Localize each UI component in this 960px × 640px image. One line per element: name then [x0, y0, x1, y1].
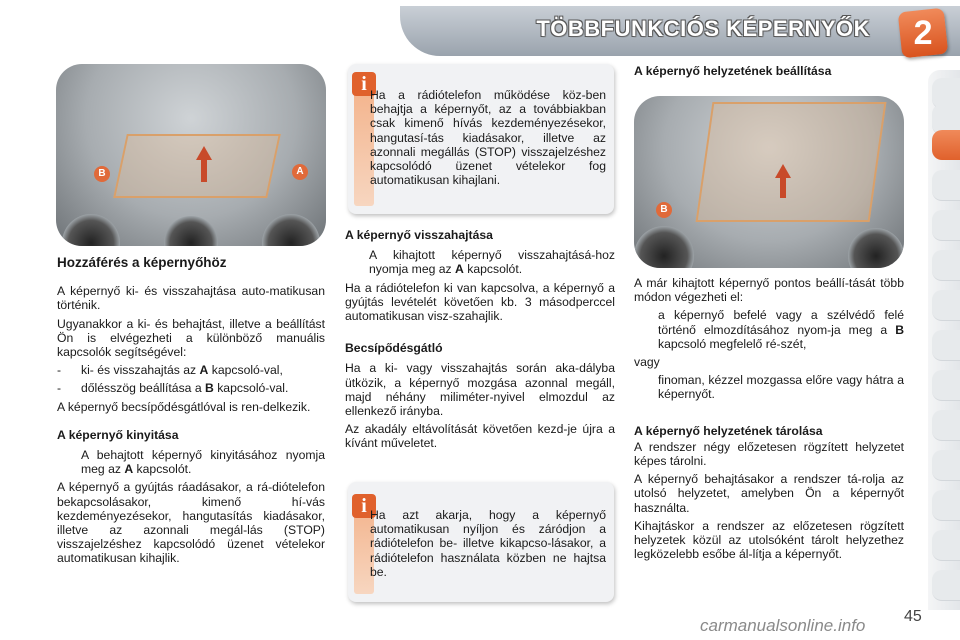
paragraph: A már kihajtott képernyő pontos beállí-tását több módon végezheti el: — [634, 276, 904, 305]
list-item: - ki- és visszahajtás az A kapcsoló-val, — [57, 363, 283, 378]
side-tab[interactable] — [932, 370, 960, 401]
paragraph: A képernyő ki- és visszahajtása auto-matikusan történik. — [57, 284, 325, 313]
paragraph: Ha a rádiótelefon ki van kapcsolva, a képernyő a gyújtás levételét követően kb. 3 másodperccel automatikusan visz-szahajlik. — [345, 280, 615, 324]
paragraph: Kihajtáskor a rendszer az előzetesen rögzített helyzetek közül az utolsóként tárolt helyzethez legközelebb esőbe ál-lítja a képernyőt. — [634, 518, 904, 562]
arrow-stem — [201, 160, 207, 182]
side-tab[interactable] — [932, 330, 960, 361]
side-tab[interactable] — [932, 250, 960, 281]
right-column-heading — [634, 64, 904, 84]
side-tab[interactable] — [932, 530, 960, 561]
info-icon: i — [352, 494, 376, 518]
watermark: carmanualsonline.info — [700, 616, 866, 635]
paragraph: vagy — [634, 355, 660, 370]
page-title: TÖBBFUNKCIÓS KÉPERNYŐK — [536, 16, 870, 41]
info-box — [348, 482, 614, 602]
info-text: Ha azt akarja, hogy a képernyő automatikusan nyíljon és záródjon a rádiótelefon be- illetve kikapcso-lásakor, a rádiótelefon használata közben ne hajtsa be. — [370, 508, 606, 579]
chapter-number: 2 — [913, 13, 933, 52]
side-tab[interactable] — [932, 410, 960, 441]
info-text: Ha a rádiótelefon működése köz-ben behajtja a képernyőt, az a továbbiakban csak kimenő hívás kezdeményezésekor, hangutasí-tás kiadásakor, illetve az azonnali megállás (STOP) visszajelzéshez kapcsolódó üzenet vételekor fog automatikusan kihajlani. — [370, 88, 606, 188]
paragraph: A képernyő behajtásakor a rendszer tá-rolja az utolsó helyzetet, amelyben Ön a képernyőt használta. — [634, 472, 904, 515]
list-item: - dőlésszög beállítása a B kapcsoló-val. — [57, 381, 289, 396]
switch-b-icon: B — [656, 202, 672, 218]
chapter-badge — [898, 8, 949, 59]
side-tab[interactable] — [932, 570, 960, 601]
paragraph: Az akadály eltávolítását követően kezd-je újra a kívánt műveletet. — [345, 422, 615, 451]
air-vent — [164, 216, 218, 246]
middle-column — [345, 228, 615, 455]
list-item: A kihajtott képernyő visszahajtásá-hoz nyomja meg az A kapcsolót. — [369, 248, 615, 277]
right-column — [634, 276, 904, 565]
arrow-up-icon — [196, 146, 212, 160]
info-box — [348, 64, 614, 214]
air-vent — [634, 226, 694, 268]
side-tab[interactable] — [932, 210, 960, 241]
paragraph: A képernyő becsípődésgátlóval is ren-delkezik. — [57, 399, 311, 414]
screen-outline — [113, 134, 281, 198]
info-icon: i — [352, 72, 376, 96]
subheading: A képernyő helyzetének tárolása — [634, 423, 823, 438]
list-item: A behajtott képernyő kinyitásához nyomja meg az A kapcsolót. — [81, 448, 325, 477]
arrow-stem — [780, 178, 786, 198]
side-tab-active[interactable] — [932, 130, 960, 160]
page-number: 45 — [904, 608, 922, 625]
subheading: Becsípődésgátló — [345, 341, 443, 356]
paragraph: A képernyő a gyújtás ráadásakor, a rá-diótelefon bekapcsolásakor, kimenő hí-vás kezdeményezésekor, hangutasítás kiadásakor, illetve az azonnali megál-lás (STOP) visszajelzéshez kapcsolódó üzenet vételekor automatikusan kihajlik. — [57, 480, 325, 566]
paragraph: A rendszer négy előzetesen rögzített helyzetet képes tárolni. — [634, 439, 904, 469]
air-vent — [262, 214, 320, 246]
subheading: A képernyő helyzetének beállítása — [634, 64, 832, 78]
switch-b-icon: B — [94, 166, 110, 182]
list-item: finoman, kézzel mozgassa előre vagy hátra a képernyőt. — [658, 373, 904, 402]
switch-a-icon: A — [292, 164, 308, 180]
paragraph: Ha a ki- vagy visszahajtás során aka-dályba ütközik, a képernyő mozgása azonnal megáll, majd néhány miliméter-nyivel elmozdul az ellenkező irányba. — [345, 361, 615, 419]
dashboard-photo-open — [634, 96, 904, 268]
section-heading: Hozzáférés a képernyőhöz — [57, 255, 227, 270]
side-tab[interactable] — [932, 490, 960, 521]
side-tab[interactable] — [932, 450, 960, 481]
side-tab[interactable] — [932, 290, 960, 321]
dashboard-photo-closed — [56, 64, 326, 246]
side-tab[interactable] — [932, 170, 960, 201]
arrow-up-icon — [775, 164, 791, 178]
air-vent — [62, 214, 120, 246]
left-column — [57, 256, 325, 570]
list-item: a képernyő befelé vagy a szélvédő felé történő elmozdításához nyom-ja meg a B kapcsoló megfelelő ré-szét, — [658, 308, 904, 351]
paragraph: Ugyanakkor a ki- és behajtást, illetve a beállítást Ön is elvégezheti a különböző manuális kapcsolók segítségével: — [57, 316, 325, 360]
screen-outline — [696, 102, 887, 222]
subheading: A képernyő kinyitása — [57, 427, 179, 442]
subheading: A képernyő visszahajtása — [345, 228, 493, 242]
air-vent — [848, 228, 904, 268]
